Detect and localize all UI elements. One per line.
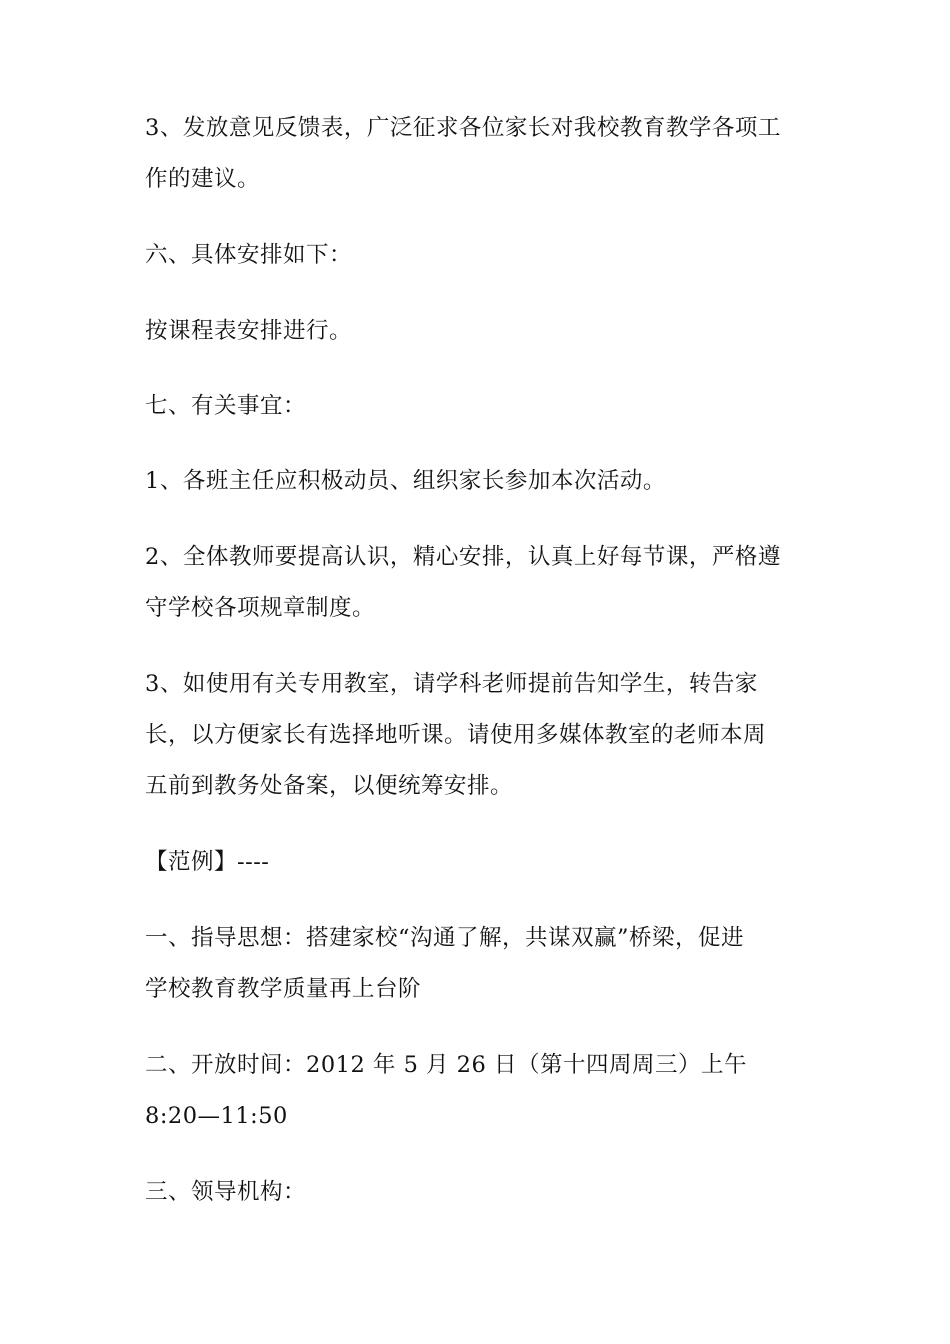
section-marker: 【范例】---- — [145, 849, 270, 875]
heading-line: 三、领导机构： — [145, 1179, 307, 1205]
text-line: 五前到教务处备案，以便统筹安排。 — [145, 773, 514, 799]
text-line: 2、全体教师要提高认识，精心安排，认真上好每节课，严格遵 — [145, 544, 781, 570]
heading-line: 二、开放时间：2012 年 5 月 26 日（第十四周周三）上午 — [145, 1052, 747, 1078]
heading-line: 六、具体安排如下： — [145, 242, 353, 268]
text-line: 守学校各项规章制度。 — [145, 595, 376, 621]
heading-line: 七、有关事宜： — [145, 393, 307, 419]
text-line: 学校教育教学质量再上台阶 — [145, 976, 422, 1002]
text-line: 1、各班主任应积极动员、组织家长参加本次活动。 — [145, 468, 666, 494]
text-line: 3、发放意见反馈表，广泛征求各位家长对我校教育教学各项工 — [145, 115, 781, 141]
text-line: 按课程表安排进行。 — [145, 318, 353, 344]
heading-line: 一、指导思想：搭建家校“沟通了解，共谋双赢”桥梁，促进 — [145, 925, 745, 951]
text-line: 8:20—11:50 — [145, 1103, 288, 1129]
text-line: 长，以方便家长有选择地听课。请使用多媒体教室的老师本周 — [145, 722, 767, 748]
text-line: 作的建议。 — [145, 166, 261, 192]
text-line: 3、如使用有关专用教室，请学科老师提前告知学生，转告家 — [145, 671, 758, 697]
